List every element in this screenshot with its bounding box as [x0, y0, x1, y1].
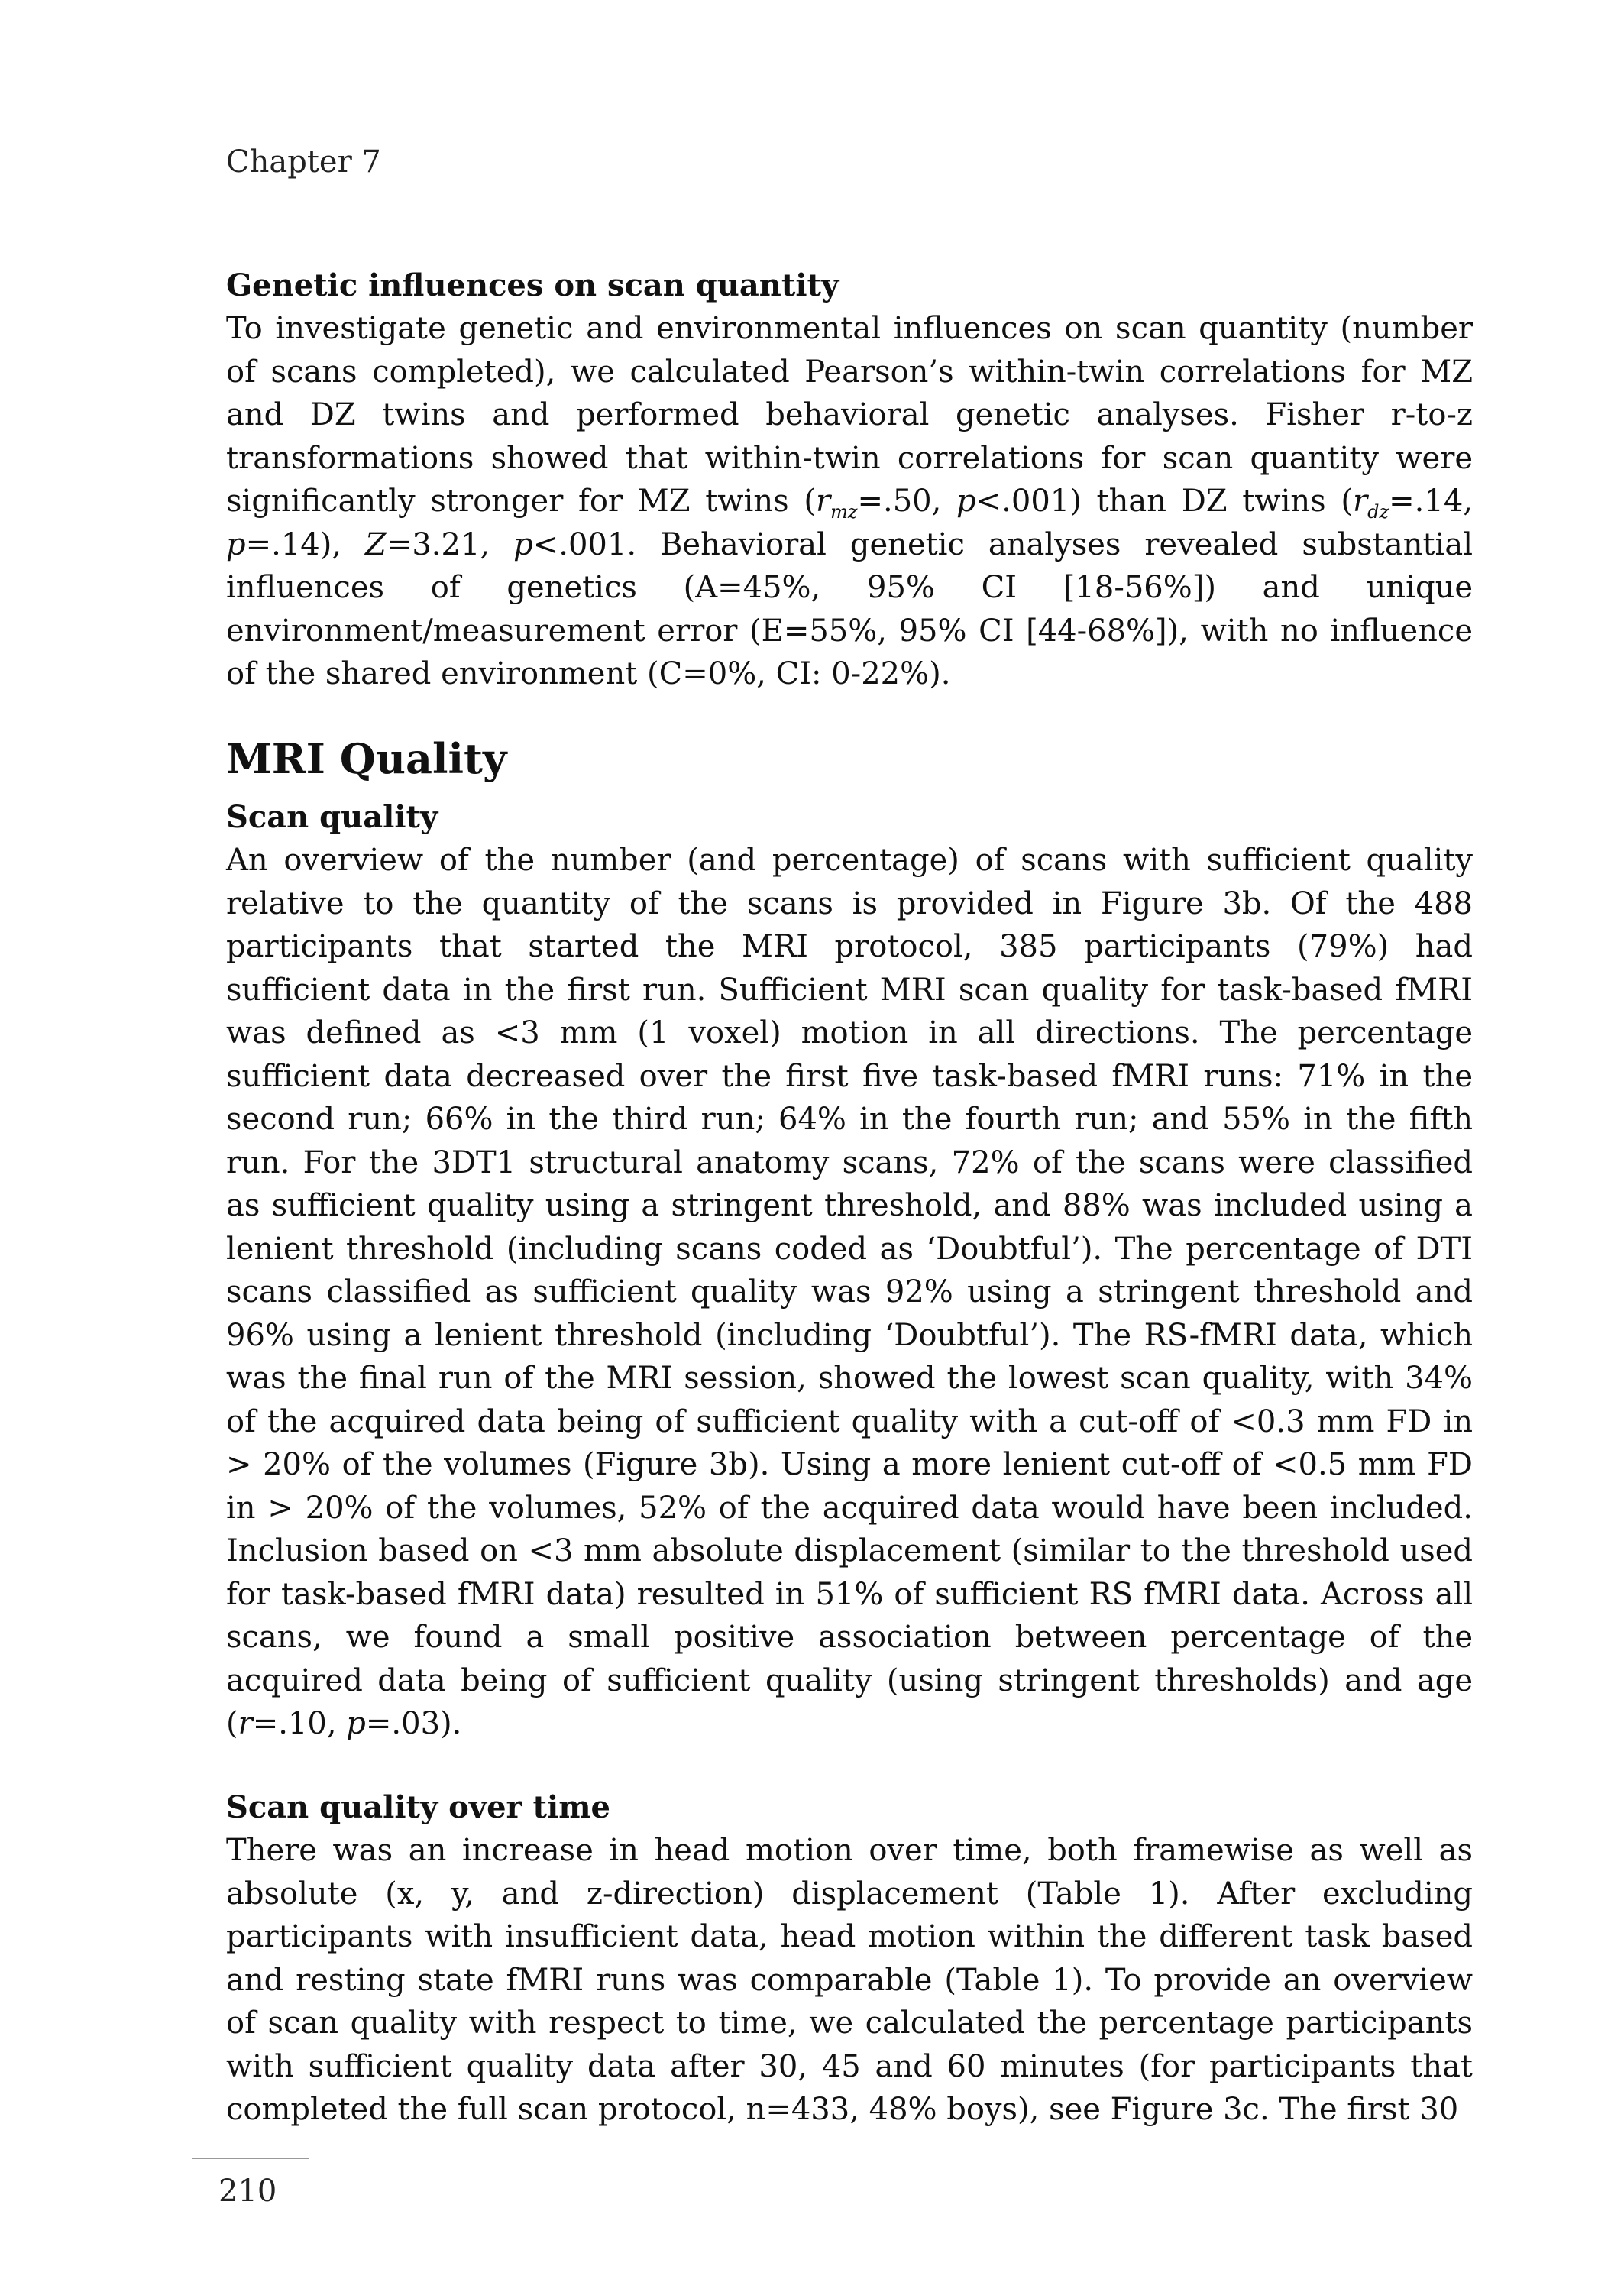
section-heading: Scan quality over time — [226, 1789, 610, 1825]
major-heading: MRI Quality — [226, 734, 507, 783]
section-heading: Scan quality — [226, 799, 438, 835]
section-heading: Genetic influences on scan quantity — [226, 267, 839, 303]
section-scan-quality-over-time — [226, 1786, 1473, 2132]
body-paragraph: To investigate genetic and environmental influences on scan quantity (number of scans completed), we calculated Pearson’s within-twin correlations for MZ and DZ twins and performed behavioral genetic analyses. Fisher r-to-z transformations showed that within-twin correlations for scan quantity were significantly stronger for MZ twins ($r_{mz}=.50$, p<.001) than DZ twins ($r_{dz}=.14$, p=.14), Z=3.21, p<.001. Behavioral genetic analyses revealed substantial influences of genetics (A=45%, 95% CI [18-56%]) and unique environment/measurement error (E=55%, 95% CI [44-68%]), with no influence of the shared environment (C=0%, CI: 0-22%). — [226, 311, 1473, 691]
section-scan-quality — [226, 796, 1473, 1746]
body-paragraph: An overview of the number (and percentage) of scans with sufficient quality relative to the quantity of the scans is provided in Figure 3b. Of the 488 participants that started the MRI protocol, 385 participants (79%) had sufficient data in the first run. Sufficient MRI scan quality for task-based fMRI was defined as <3 mm (1 voxel) motion in all directions. The percentage sufficient data decreased over the first five task-based fMRI runs: 71% in the second run; 66% in the third run; 64% in the fourth run; and 55% in the fifth run. For the 3DT1 structural anatomy scans, 72% of the scans were classified as sufficient quality using a stringent threshold, and 88% was included using a lenient threshold (including scans coded as ‘Doubtful’). The percentage of DTI scans classified as sufficient quality was 92% using a stringent threshold and 96% using a lenient threshold (including ‘Doubtful’). The RS-fMRI data, which was the final run of the MRI session, showed the lowest scan quality, with 34% of the acquired data being of sufficient quality with a cut-off of <0.3 mm FD in > 20% of the volumes (Figure 3b). Using a more lenient cut-off of <0.5 mm FD in > 20% of the volumes, 52% of the acquired data would have been included. Inclusion based on <3 mm absolute displacement (similar to the threshold used for task-based fMRI data) resulted in 51% of sufficient RS fMRI data. Across all scans, we found a small positive association between percentage of the acquired data being of sufficient quality (using stringent thresholds) and age (r=.10, p=.03). — [226, 843, 1473, 1741]
running-head: Chapter 7 — [226, 144, 381, 180]
footer-rule — [192, 2158, 309, 2159]
body-paragraph: There was an increase in head motion over time, both framewise as well as absolute (x, y, and z-direction) displacement (Table 1). After excluding participants with insufficient data, head motion within the different task based and resting state fMRI runs was comparable (Table 1). To provide an overview of scan quality with respect to time, we calculated the percentage participants with sufficient quality data after 30, 45 and 60 minutes (for participants that completed the full scan protocol, n=433, 48% boys), see Figure 3c. The first 30 — [226, 1833, 1473, 2127]
section-genetic-influences — [226, 264, 1473, 696]
page-number: 210 — [218, 2174, 277, 2209]
section-mri-quality — [226, 732, 1473, 785]
